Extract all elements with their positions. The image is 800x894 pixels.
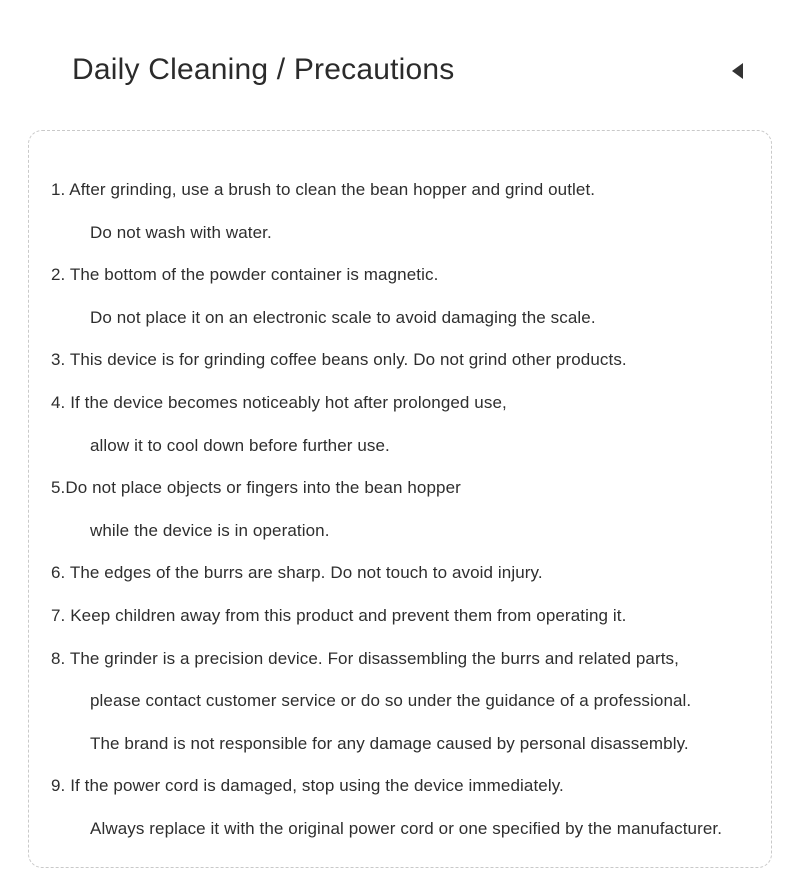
list-item-line: allow it to cool down before further use. [90, 435, 390, 455]
list-item-line: 7. Keep children away from this product and prevent them from operating it. [51, 605, 627, 625]
list-item [51, 382, 741, 467]
list-item-line: Do not place it on an electronic scale to avoid damaging the scale. [90, 307, 596, 327]
list-item-line: 2. The bottom of the powder container is magnetic. [51, 265, 439, 285]
list-item [51, 169, 741, 254]
list-item [51, 467, 741, 552]
list-item-line: please contact customer service or do so under the guidance of a professional. [90, 691, 692, 711]
list-item-line: 4. If the device becomes noticeably hot after prolonged use, [51, 392, 507, 412]
list-item [51, 638, 741, 766]
list-item [51, 339, 741, 382]
back-button[interactable] [724, 58, 750, 84]
list-item-line: 6. The edges of the burrs are sharp. Do not touch to avoid injury. [51, 563, 543, 583]
list-item [51, 552, 741, 595]
list-item [51, 595, 741, 638]
list-item-line: 1. After grinding, use a brush to clean the bean hopper and grind outlet. [51, 180, 596, 199]
left-triangle-icon [732, 63, 743, 79]
list-item [51, 765, 741, 850]
precautions-card [28, 130, 772, 868]
list-item-line: The brand is not responsible for any damage caused by personal disassembly. [90, 733, 689, 753]
list-item-line: 8. The grinder is a precision device. For disassembling the burrs and related parts, [51, 648, 679, 668]
list-item-line: 9. If the power cord is damaged, stop using the device immediately. [51, 776, 564, 796]
list-item [51, 254, 741, 339]
list-item-line: Do not wash with water. [90, 222, 272, 242]
precautions-list [51, 169, 741, 851]
list-item-line: Always replace it with the original power cord or one specified by the manufacturer. [90, 818, 723, 838]
list-item-line: 5.Do not place objects or fingers into the bean hopper [51, 478, 461, 498]
list-item-line: while the device is in operation. [90, 520, 330, 540]
page-title: Daily Cleaning / Precautions [72, 53, 455, 86]
list-item-line: 3. This device is for grinding coffee beans only. Do not grind other products. [51, 350, 627, 370]
